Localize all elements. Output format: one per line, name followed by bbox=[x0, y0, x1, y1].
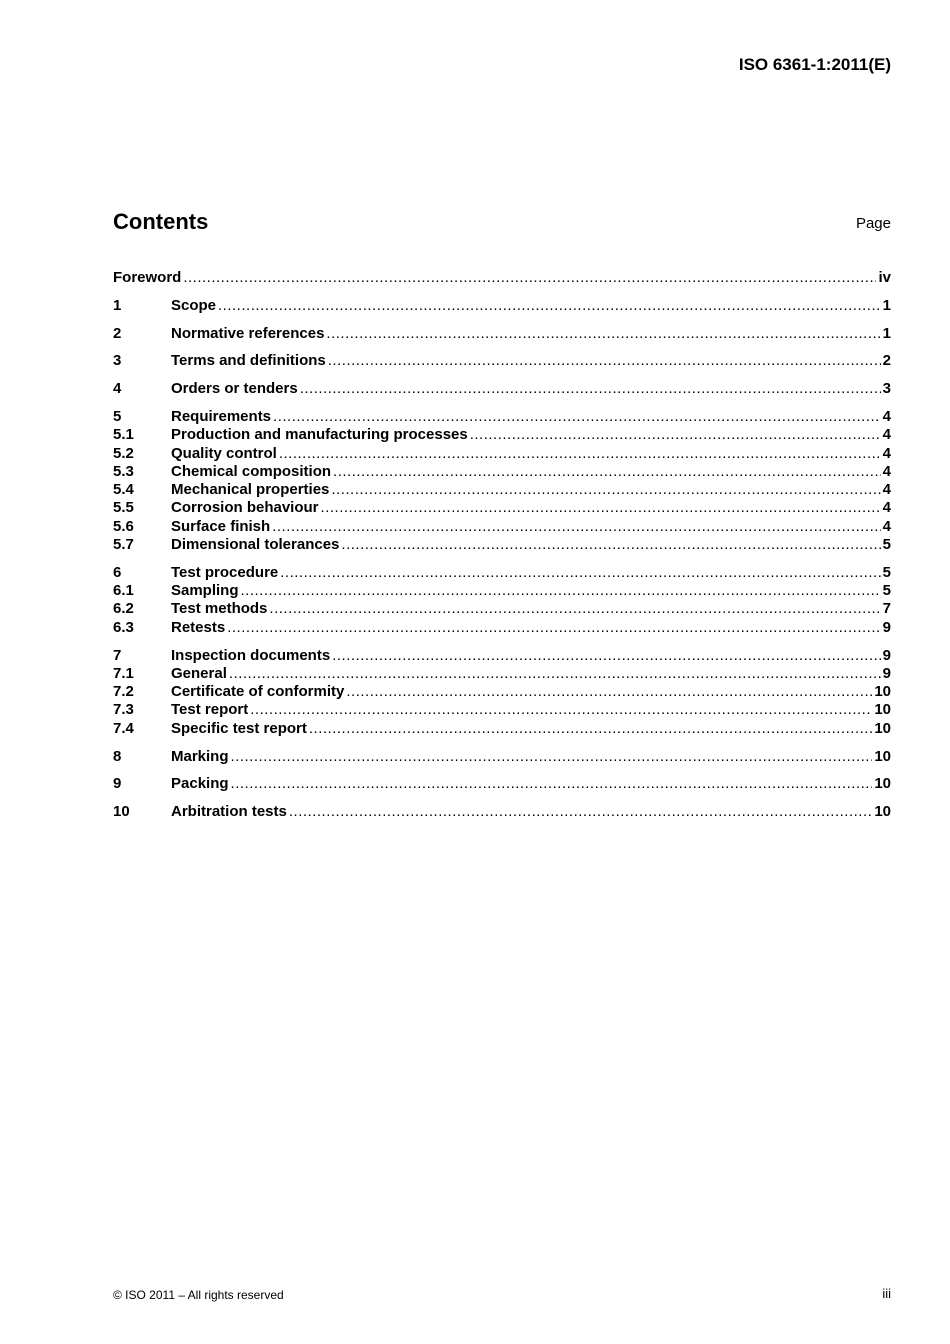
toc-entry-page: iv bbox=[878, 269, 891, 286]
toc-entry-title: General bbox=[171, 664, 227, 682]
toc-entry-title: Quality control bbox=[171, 444, 277, 462]
toc-entry[interactable] bbox=[113, 600, 891, 618]
toc-entry-number: 5.5 bbox=[113, 499, 134, 517]
toc-entry[interactable] bbox=[113, 269, 891, 287]
toc-entry[interactable] bbox=[113, 380, 891, 398]
toc-entry[interactable] bbox=[113, 665, 891, 683]
toc-entry-number: 7.1 bbox=[113, 664, 134, 682]
toc-entry-page: 4 bbox=[882, 499, 891, 517]
toc-entry-title: Sampling bbox=[171, 582, 239, 600]
toc-dot-leader bbox=[289, 803, 872, 820]
toc-entry-title: Production and manufacturing processes bbox=[171, 426, 468, 444]
toc-entry[interactable] bbox=[113, 720, 891, 738]
toc-dot-leader bbox=[231, 775, 873, 792]
toc-entry-number: 5.6 bbox=[113, 517, 134, 535]
toc-entry[interactable] bbox=[113, 408, 891, 426]
toc-entry-page: 10 bbox=[874, 701, 891, 719]
toc-entry-number: 5 bbox=[113, 407, 122, 425]
toc-entry-title: Arbitration tests bbox=[171, 803, 287, 821]
toc-entry-page: 5 bbox=[882, 563, 891, 581]
toc-entry-page: 2 bbox=[882, 352, 891, 370]
toc-entry-number: 8 bbox=[113, 747, 122, 765]
toc-entry[interactable] bbox=[113, 445, 891, 463]
toc-entry-number: 9 bbox=[113, 775, 122, 793]
toc-entry-title: Requirements bbox=[171, 407, 272, 425]
toc-entry-page: 3 bbox=[882, 380, 891, 398]
toc-entry-title: Retests bbox=[171, 618, 226, 636]
toc-entry-title: Test report bbox=[171, 701, 249, 719]
toc-entry[interactable] bbox=[113, 748, 891, 766]
toc-dot-leader bbox=[279, 445, 881, 462]
toc-dot-leader bbox=[346, 683, 872, 700]
toc-dot-leader bbox=[231, 748, 873, 765]
toc-entry-title: Terms and definitions bbox=[171, 352, 326, 370]
toc-entry-title: Normative references bbox=[171, 324, 325, 342]
toc-entry[interactable] bbox=[113, 647, 891, 665]
toc-entry[interactable] bbox=[113, 803, 891, 821]
toc-entry-page: 9 bbox=[882, 618, 891, 636]
toc-entry-title: Inspection documents bbox=[171, 646, 331, 664]
toc-entry-page: 1 bbox=[882, 296, 891, 314]
toc-entry-title: Foreword bbox=[113, 269, 182, 286]
toc-entry-number: 5.4 bbox=[113, 481, 134, 499]
toc-dot-leader bbox=[331, 481, 880, 498]
toc-entry-number: 5.3 bbox=[113, 462, 134, 480]
toc-dot-leader bbox=[241, 582, 881, 599]
toc-entry-title: Specific test report bbox=[171, 719, 307, 737]
toc-entry-number: 7.3 bbox=[113, 701, 134, 719]
page-column-label: Page bbox=[855, 215, 891, 232]
toc-entry-page: 10 bbox=[874, 803, 891, 821]
toc-dot-leader bbox=[328, 352, 881, 369]
toc-entry-title: Corrosion behaviour bbox=[171, 499, 319, 517]
toc-dot-leader bbox=[229, 665, 881, 682]
toc-entry[interactable] bbox=[113, 518, 891, 536]
toc-entry-title: Test procedure bbox=[171, 563, 279, 581]
toc-entry-number: 3 bbox=[113, 352, 122, 370]
toc-entry-page: 7 bbox=[882, 600, 891, 618]
contents-heading: Contents bbox=[113, 209, 209, 234]
toc-entry[interactable] bbox=[113, 297, 891, 315]
toc-entry-number: 7 bbox=[113, 646, 122, 664]
toc-entry-title: Test methods bbox=[171, 600, 268, 618]
toc-entry-number: 6.3 bbox=[113, 618, 134, 636]
toc-entry-title: Mechanical properties bbox=[171, 481, 330, 499]
toc-entry-title: Surface finish bbox=[171, 517, 271, 535]
toc-entry-page: 9 bbox=[882, 646, 891, 664]
toc-entry-page: 4 bbox=[882, 481, 891, 499]
toc-entry-number: 10 bbox=[113, 803, 130, 821]
toc-dot-leader bbox=[280, 564, 880, 581]
toc-entry-page: 9 bbox=[882, 664, 891, 682]
toc-entry-title: Dimensional tolerances bbox=[171, 536, 340, 554]
toc-entry-title: Scope bbox=[171, 296, 217, 314]
footer-copyright: © ISO 2011 – All rights reserved bbox=[113, 1288, 284, 1302]
toc-entry[interactable] bbox=[113, 426, 891, 444]
toc-entry-number: 5.1 bbox=[113, 426, 134, 444]
toc-dot-leader bbox=[269, 600, 880, 617]
toc-entry-number: 7.2 bbox=[113, 683, 134, 701]
toc-entry[interactable] bbox=[113, 582, 891, 600]
toc-entry[interactable] bbox=[113, 481, 891, 499]
toc-entry-title: Marking bbox=[171, 747, 229, 765]
toc-entry-page: 4 bbox=[882, 407, 891, 425]
toc-dot-leader bbox=[272, 518, 880, 535]
toc-dot-leader bbox=[321, 499, 881, 516]
toc-dot-leader bbox=[332, 647, 880, 664]
toc-entry[interactable] bbox=[113, 683, 891, 701]
toc-entry-number: 6.2 bbox=[113, 600, 134, 618]
toc-entry-number: 5.7 bbox=[113, 536, 134, 554]
toc-dot-leader bbox=[227, 619, 880, 636]
toc-entry-page: 5 bbox=[882, 536, 891, 554]
toc-entry-number: 1 bbox=[113, 296, 122, 314]
toc-entry-number: 5.2 bbox=[113, 444, 134, 462]
toc-entry-page: 5 bbox=[882, 582, 891, 600]
toc-entry-page: 10 bbox=[874, 719, 891, 737]
toc-entry-number: 4 bbox=[113, 380, 122, 398]
toc-entry[interactable] bbox=[113, 499, 891, 517]
toc-entry[interactable] bbox=[113, 463, 891, 481]
toc-entry-title: Packing bbox=[171, 775, 229, 793]
toc-entry[interactable] bbox=[113, 325, 891, 343]
toc-entry[interactable] bbox=[113, 701, 891, 719]
toc-entry[interactable] bbox=[113, 564, 891, 582]
toc-dot-leader bbox=[183, 269, 876, 286]
toc-entry-page: 10 bbox=[874, 747, 891, 765]
toc-entry-number: 7.4 bbox=[113, 719, 134, 737]
toc-entry-title: Orders or tenders bbox=[171, 380, 298, 398]
toc-dot-leader bbox=[250, 701, 872, 718]
toc-entry-number: 6 bbox=[113, 563, 122, 581]
toc-entry-page: 4 bbox=[882, 426, 891, 444]
toc-dot-leader bbox=[309, 720, 872, 737]
toc-entry-page: 4 bbox=[882, 462, 891, 480]
toc-entry-page: 10 bbox=[874, 775, 891, 793]
toc-entry-page: 4 bbox=[882, 444, 891, 462]
table-of-contents bbox=[113, 269, 891, 821]
toc-entry[interactable] bbox=[113, 352, 891, 370]
toc-entry-page: 1 bbox=[882, 324, 891, 342]
document-id: ISO 6361-1:2011(E) bbox=[738, 55, 891, 74]
toc-dot-leader bbox=[470, 426, 881, 443]
toc-entry-page: 4 bbox=[882, 517, 891, 535]
toc-dot-leader bbox=[326, 325, 880, 342]
toc-entry-page: 10 bbox=[874, 683, 891, 701]
toc-entry-number: 6.1 bbox=[113, 582, 134, 600]
toc-entry-number: 2 bbox=[113, 324, 122, 342]
footer-page-number: iii bbox=[882, 1286, 891, 1301]
toc-entry-title: Certificate of conformity bbox=[171, 683, 345, 701]
toc-dot-leader bbox=[333, 463, 881, 480]
toc-dot-leader bbox=[218, 297, 881, 314]
toc-dot-leader bbox=[300, 380, 881, 397]
toc-entry[interactable] bbox=[113, 775, 891, 793]
toc-entry[interactable] bbox=[113, 536, 891, 554]
toc-dot-leader bbox=[273, 408, 881, 425]
toc-dot-leader bbox=[341, 536, 880, 553]
toc-entry-title: Chemical composition bbox=[171, 462, 332, 480]
toc-entry[interactable] bbox=[113, 619, 891, 637]
